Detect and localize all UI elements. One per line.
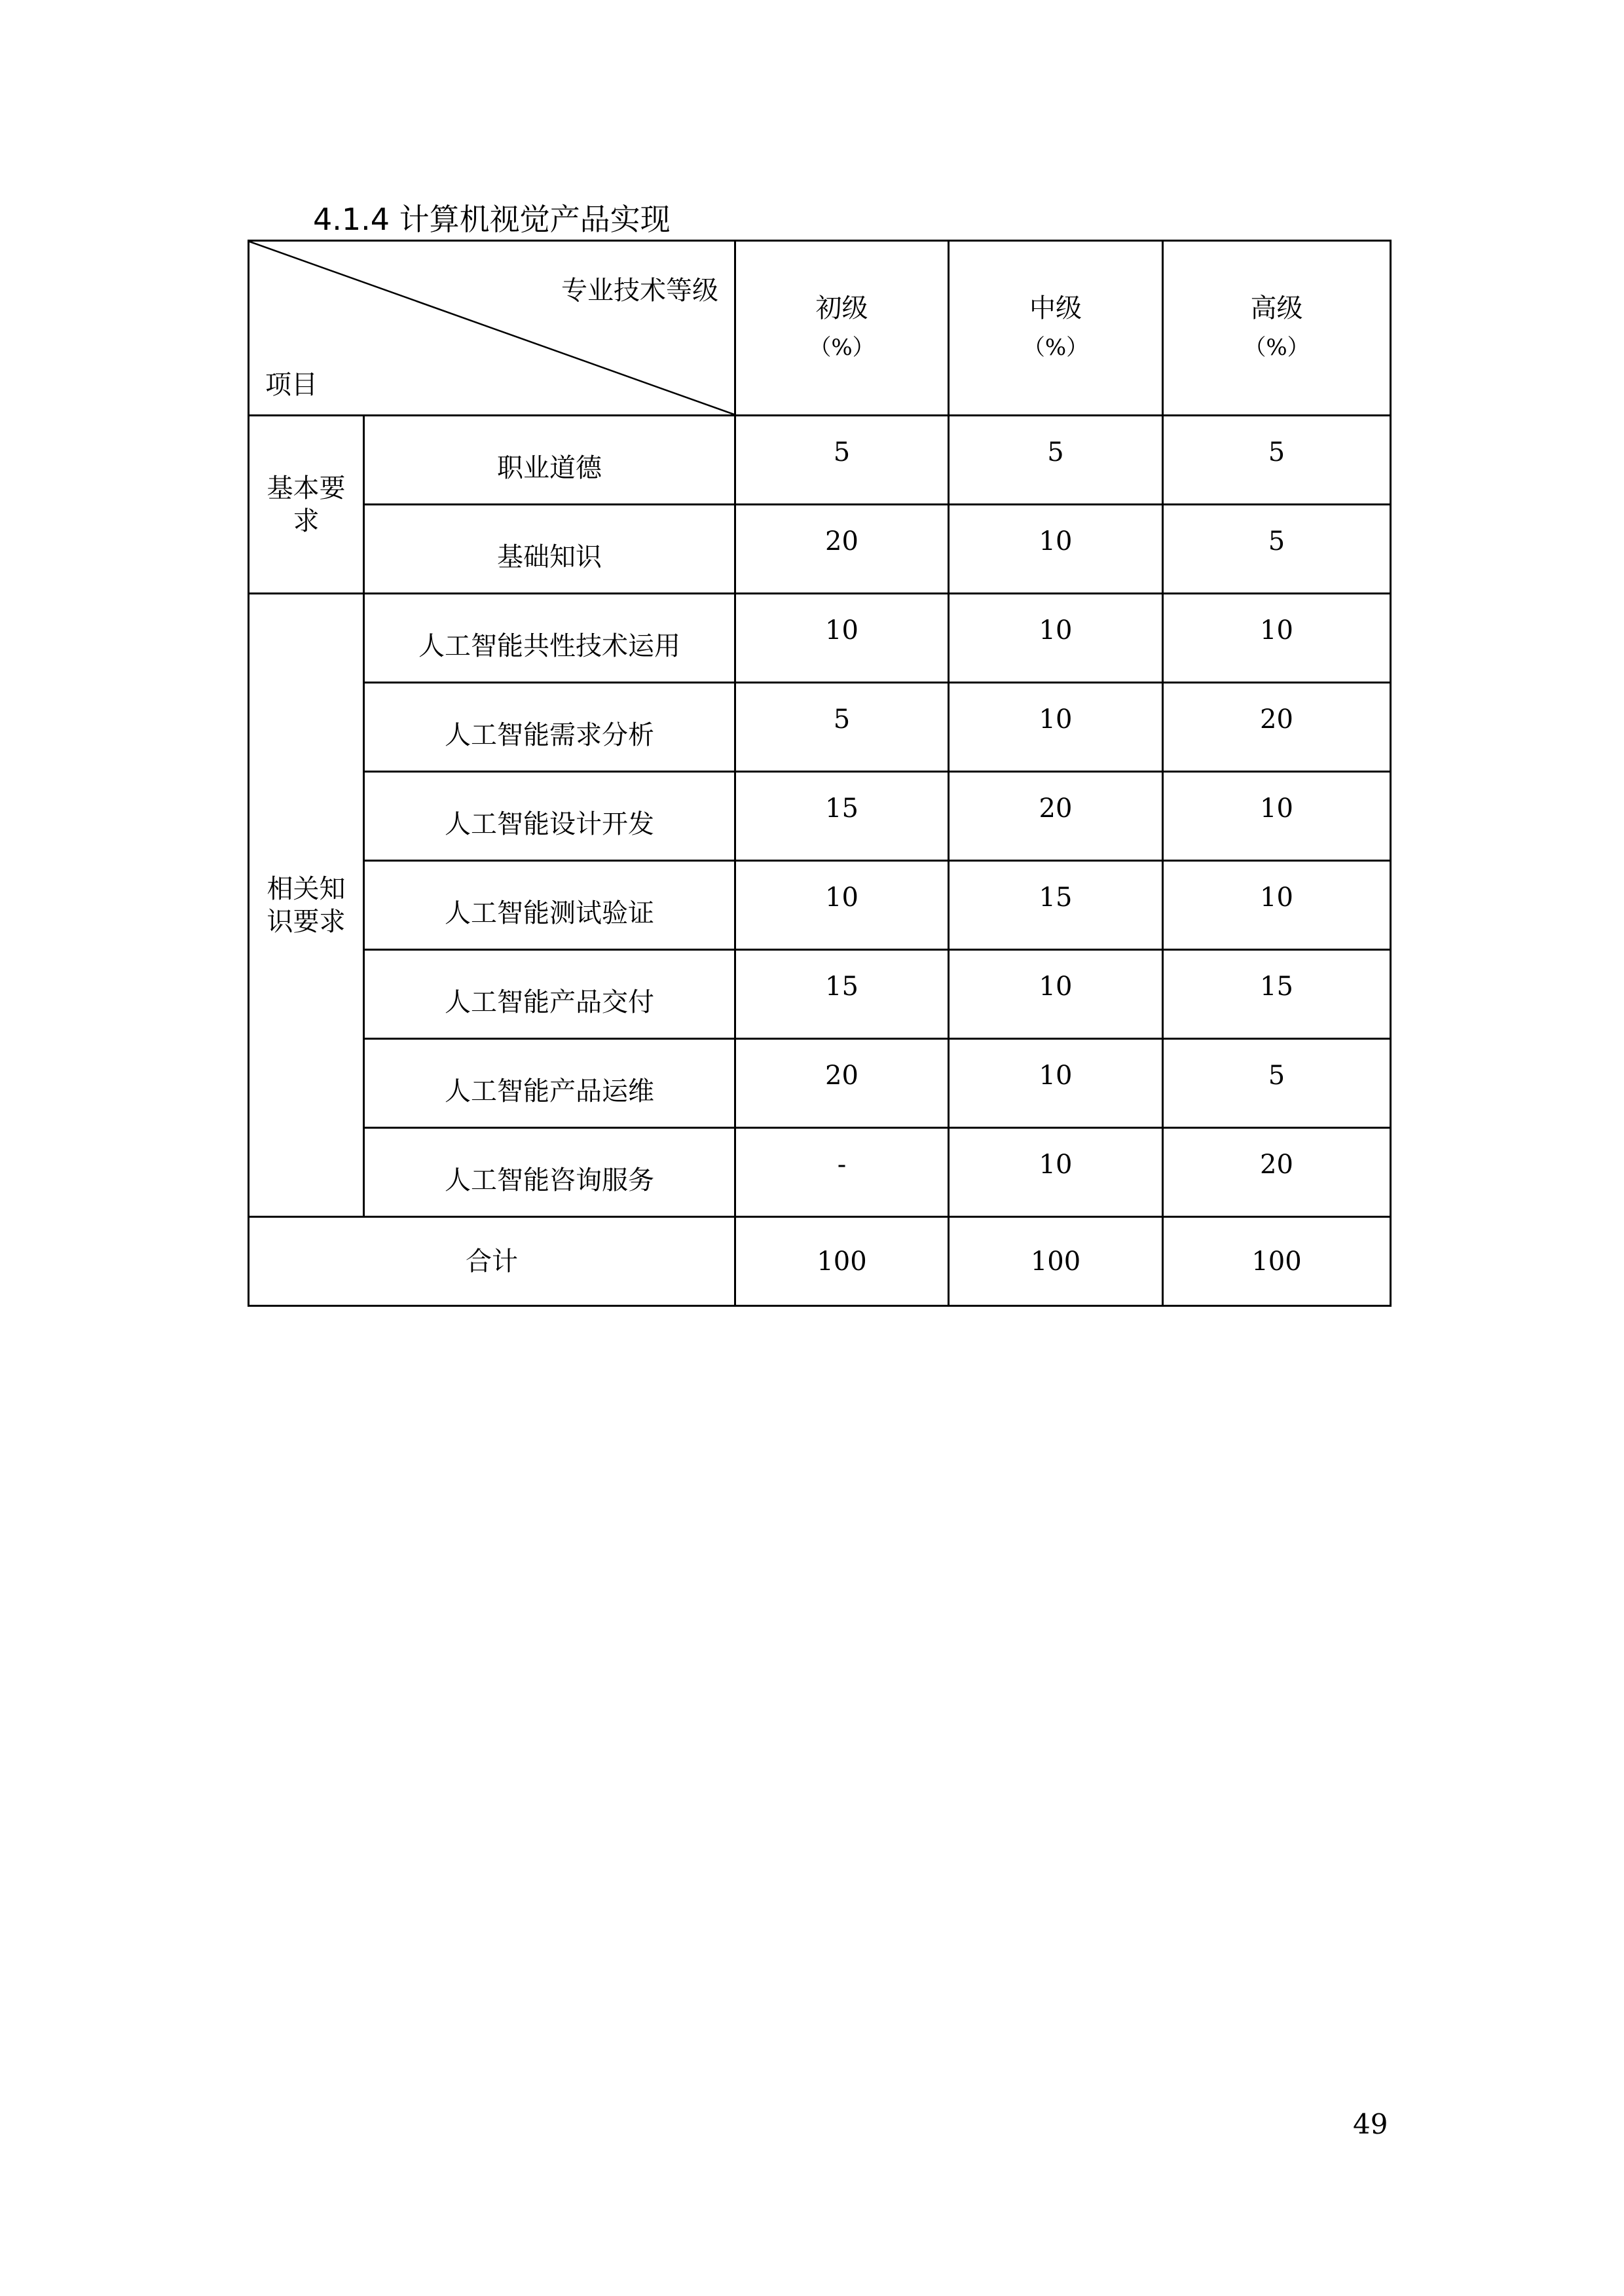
total-value: 100 bbox=[1163, 1217, 1391, 1306]
diagonal-line bbox=[249, 242, 734, 414]
weight-table bbox=[248, 240, 1392, 1307]
value-cell: 20 bbox=[735, 1039, 949, 1128]
item-label: 人工智能产品交付 bbox=[364, 950, 735, 1039]
category-related-knowledge: 相关知 识要求 bbox=[249, 594, 364, 1217]
item-label: 人工智能测试验证 bbox=[364, 861, 735, 950]
value-cell: 10 bbox=[949, 683, 1163, 772]
corner-header-cell bbox=[249, 241, 735, 416]
table-row bbox=[249, 683, 1391, 772]
grade-header-senior: 高级 （%） bbox=[1163, 241, 1391, 416]
table-row bbox=[249, 772, 1391, 861]
total-label: 合计 bbox=[249, 1217, 735, 1306]
value-cell: 10 bbox=[735, 861, 949, 950]
value-cell: 10 bbox=[949, 1128, 1163, 1217]
total-value: 100 bbox=[949, 1217, 1163, 1306]
value-cell: 10 bbox=[735, 594, 949, 683]
item-label: 基础知识 bbox=[364, 505, 735, 594]
total-row bbox=[249, 1217, 1391, 1306]
table-row bbox=[249, 505, 1391, 594]
value-cell: 5 bbox=[735, 683, 949, 772]
category-basic-requirements: 基本要 求 bbox=[249, 416, 364, 594]
item-label: 人工智能设计开发 bbox=[364, 772, 735, 861]
grade-axis-label: 专业技术等级 bbox=[561, 276, 718, 306]
value-cell: 10 bbox=[949, 950, 1163, 1039]
value-cell: - bbox=[735, 1128, 949, 1217]
header-row bbox=[249, 241, 1391, 416]
value-cell: 20 bbox=[735, 505, 949, 594]
table-row bbox=[249, 861, 1391, 950]
grade-header-intermediate: 中级 （%） bbox=[949, 241, 1163, 416]
item-label: 职业道德 bbox=[364, 416, 735, 505]
item-label: 人工智能需求分析 bbox=[364, 683, 735, 772]
value-cell: 10 bbox=[1163, 772, 1391, 861]
value-cell: 5 bbox=[949, 416, 1163, 505]
value-cell: 5 bbox=[735, 416, 949, 505]
table-row bbox=[249, 950, 1391, 1039]
value-cell: 10 bbox=[949, 1039, 1163, 1128]
value-cell: 20 bbox=[1163, 1128, 1391, 1217]
section-title: 4.1.4 计算机视觉产品实现 bbox=[313, 202, 671, 237]
table-row bbox=[249, 1128, 1391, 1217]
value-cell: 5 bbox=[1163, 1039, 1391, 1128]
item-label: 人工智能咨询服务 bbox=[364, 1128, 735, 1217]
item-axis-label: 项目 bbox=[265, 370, 318, 400]
value-cell: 15 bbox=[735, 950, 949, 1039]
total-value: 100 bbox=[735, 1217, 949, 1306]
item-label: 人工智能共性技术运用 bbox=[364, 594, 735, 683]
table-row bbox=[249, 416, 1391, 505]
value-cell: 15 bbox=[1163, 950, 1391, 1039]
table-row bbox=[249, 594, 1391, 683]
page-number: 49 bbox=[1353, 2108, 1388, 2140]
value-cell: 20 bbox=[949, 772, 1163, 861]
value-cell: 10 bbox=[949, 505, 1163, 594]
table-row bbox=[249, 1039, 1391, 1128]
value-cell: 10 bbox=[949, 594, 1163, 683]
value-cell: 15 bbox=[735, 772, 949, 861]
value-cell: 5 bbox=[1163, 505, 1391, 594]
grade-header-junior: 初级 （%） bbox=[735, 241, 949, 416]
value-cell: 10 bbox=[1163, 861, 1391, 950]
value-cell: 10 bbox=[1163, 594, 1391, 683]
item-label: 人工智能产品运维 bbox=[364, 1039, 735, 1128]
value-cell: 15 bbox=[949, 861, 1163, 950]
value-cell: 5 bbox=[1163, 416, 1391, 505]
value-cell: 20 bbox=[1163, 683, 1391, 772]
